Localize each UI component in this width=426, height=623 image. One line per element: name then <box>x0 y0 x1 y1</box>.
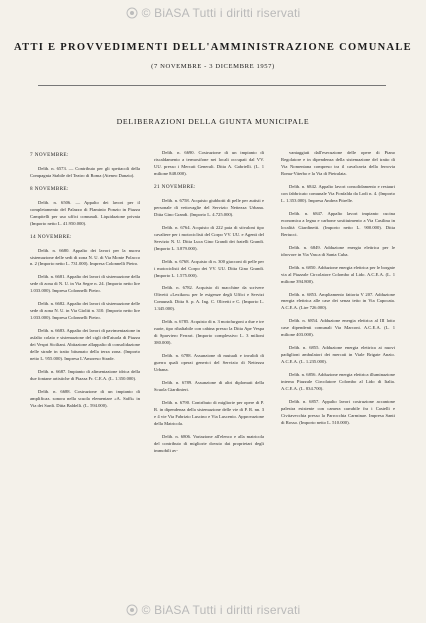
deliberation-entry: Delib. n. 6790. Contributo di migliorie per opere di P. R. in dipendenza della sistemazione delle vie di P. R. nn. 3 e 4 vie Via Fabrizio Luscino e Via Luscenio. Approvazione della Matricola. <box>154 400 264 426</box>
deliberation-entry: Delib. n. 6682. Appalto dei lavori di sistemazione delle sede di zona N. U. in Via Gioliti n. 310. (Importo netto lire 1.033.000). Impresa Colonnelli Pietro. <box>30 301 140 321</box>
deliberation-entry: Delib. n. 6687. Impianto di alimentazione idrica della due fontane artistiche di Piazza Fr. C.E.A. (L. 1.350.000). <box>30 369 140 382</box>
date-range: (7 NOVEMBRE - 3 DICEMBRE 1957) <box>151 63 275 70</box>
date-heading: 14 NOVEMBRE: <box>30 233 72 240</box>
deliberation-entry: Delib. n. 6857. Appalto lavori costruzione accantone palestra esistente con camera carrabile fra i Castelli e Civitavecchia presso la Parrocchia Carminae. Impresa Santi di Rosso. (Importo netto L. 510.000). <box>281 399 395 426</box>
deliberation-entry: Delib. n. 6788. Assunzione di mutuali e invalidi di guerra quali operai generici del Servizio di Nettezza Urbana. <box>154 353 264 373</box>
deliberation-entry: Delib. n. 6842. Appalto lavori consolidamento e restauri con fabbricato comunale Via Fonfalda da Lodi n. 4. (Importo L. 1.353.000). Impresa Andrea Pitrelle. <box>281 183 395 203</box>
watermark-text: © BiASA Tutti i diritti riservati <box>141 603 301 617</box>
deliberation-entry: Delib. n. 6681. Appalto dei lavori di sistemazione della sede di zona di N. U. in Via Segre n. 24. (Importo netto lire 1.033.000). Impresa Colonnelli Pietro. <box>30 274 140 294</box>
deliberation-entry: Delib. n. 6789. Assunzione di altri diplomati della Scuola Giardinieri. <box>154 380 264 393</box>
deliberation-entry: Delib. n. 6854. Adduzione energia elettrica al III lotto case dipendenti comunali Via Marconi. A.C.E.A. (L. 1 milione 403.000). <box>281 318 395 338</box>
deliberation-entry: Delib. n. 6680. Appalto dei lavori per la nuova sistemazione delle sedi di zona N. U. di Via Monte Polacco n. 2 (Importo netto L. 731.000). Impresa Colonnelli Pietro. <box>30 247 140 267</box>
deliberation-entry: Delib. n. 6690. Costruzione di un impianto di riscaldamento a termosifone nei locali occupati dal VV. UU. presso i Mercati Generali. Ditta A. Gabrielli. (L. 1 milione 848.000). <box>154 150 264 176</box>
deliberation-entry: Delib. n. 6768. Acquisto di n. 300 giacconi di pelle per i motociclisti del Corpo dei VV. UU. Ditta Gino Grandi. (Importo L. 1.575.000). <box>154 258 264 278</box>
watermark-bottom <box>0 603 426 617</box>
deliberation-entry: Delib. n. 6573. — Contributo per gli spettacoli della Compagnia Stabile del Teatro di Roma (Ateneo Danzio). <box>30 165 140 178</box>
deliberation-entry: Delib. n. 6806. Variazione all'elenco e alla matricola del contributo di migliorie dovuto dai proprietari degli immobili av- <box>154 433 264 453</box>
header-divider <box>38 85 386 86</box>
deliberation-entry: Delib. n. 6785. Acquisto di n. 3 motofurgoni a due e tre ruote, tipo ribaltabile con cabina presso la Ditta Ape Vespa di Sparviero Ferrari. (Importo complessivo L. 3 milioni 380.000). <box>154 319 264 346</box>
deliberation-entry: Delib. n. 6849. Adduzione energia elettrica per le idrovore in Via Vasca di Santa Cuba. <box>281 244 395 257</box>
text-column-2 <box>154 150 264 461</box>
deliberation-entry: Delib. n. 6856. Adduzione energia elettrica illuminazione interna Piazzale Circolatore Colombo al Lido di Italia. A.C.E.A. (L. 834.700). <box>281 372 395 392</box>
deliberation-entry: Delib. n. 6506. — Appalto dei lavori per il completamento del Palazzo di Flaminio Ponzio in Piazza Campitelli per uso uffici comunali. Liquidazione privata (Importo netto L. 41.950.000). <box>30 199 140 226</box>
deliberation-entry: Delib. n. 6764. Acquisto di 222 paia di stivaloni tipo cavaliere per i motociclisti del Corpo VV. UU. e Agenti del Servizio N. U. Ditta Luca Gino Grandi dei fratelli Grandi. (Importo L. 3.879.000). <box>154 224 264 251</box>
page-title: ATTI E PROVVEDIMENTI DELL'AMMINISTRAZIONE COMUNALE <box>14 42 412 53</box>
date-heading: 7 NOVEMBRE: <box>30 152 69 158</box>
deliberation-entry: Delib. n. 6782. Acquisto di macchine da scrivere Olivetti «Lexikon» per le esigenze degli Uffici e Servizi Comunali. Ditta S. p. A. Ing. C. Olivetti e C. (Importo L. 1.345.000). <box>154 285 264 312</box>
deliberation-entry: vantaggiati dall'esecuzione delle opere di Piano Regolatore e in dipendenza della sistemazione del tratto di Via Nomentana compreso tra il cavalcavia della ferrovia Roma-Viterbo e la Via di Pietralata. <box>281 150 395 176</box>
biasa-logo-icon <box>126 604 138 616</box>
biasa-logo-icon <box>126 7 138 19</box>
deliberation-entry: Delib. n. 6853. Ampliamento fattoria V 207. Adduzione energia elettrica alle case dei senza tetto in Via Capocata. A.C.E.A. (Lire 726.000). <box>281 291 395 311</box>
text-column-3 <box>281 150 395 433</box>
deliberation-entry: Delib. n. 6688. Costruzione di un impianto di amplificaz. sonora nella scuola elementare «A. Saffi» in Via dei Sardi. Ditta Baldelli. (L. 594.000). <box>30 389 140 408</box>
deliberation-entry: Delib. n. 6855. Adduzione energia elettrica ai nuovi padiglioni ambulatori dei mercati in Viale Brigate Anzio. A.C.E.A. (L. 1.235.000). <box>281 345 395 365</box>
deliberation-entry: Delib. n. 6850. Adduzione energia elettrica per le borgate via al Piazzale Circolatore Colombo al Lido. A.C.E.A. (L. 1 milione 394.800). <box>281 264 395 284</box>
text-column-1 <box>30 150 140 416</box>
section-subtitle: DELIBERAZIONI DELLA GIUNTA MUNICIPALE <box>116 117 310 126</box>
date-heading: 21 NOVEMBRE: <box>154 183 196 190</box>
deliberation-entry: Delib. n. 6847. Appalto lavori impianto cucina economica a legna e carbone sostituimento a Via Casilina in località Giardinetti. (Importo netto L. 900.000). Ditta Bertucci. <box>281 210 395 237</box>
watermark-top <box>0 6 426 20</box>
deliberation-entry: Delib. n. 6683. Appalto dei lavori di pavimentazione in asfalto colato e sistemazione del cigli dell'aiuola di Piazza dei Vespri Siciliani. Abitazione allappalto di consolidazione delle strade in tratto bitumato della terza zona. (Importo netto L. 955.000). Impresa L'Amoreso Strade. <box>30 328 140 362</box>
date-heading: 8 NOVEMBRE: <box>30 185 69 192</box>
deliberation-entry: Delib. n. 6758. Acquisto giubbotti di pelle per autisti e personale di vettovaglie del Servizio Nettezza Urbana. Ditta Gino Grandi. (Importo L. 4.725.000). <box>154 197 264 217</box>
watermark-text: © BiASA Tutti i diritti riservati <box>141 6 301 20</box>
